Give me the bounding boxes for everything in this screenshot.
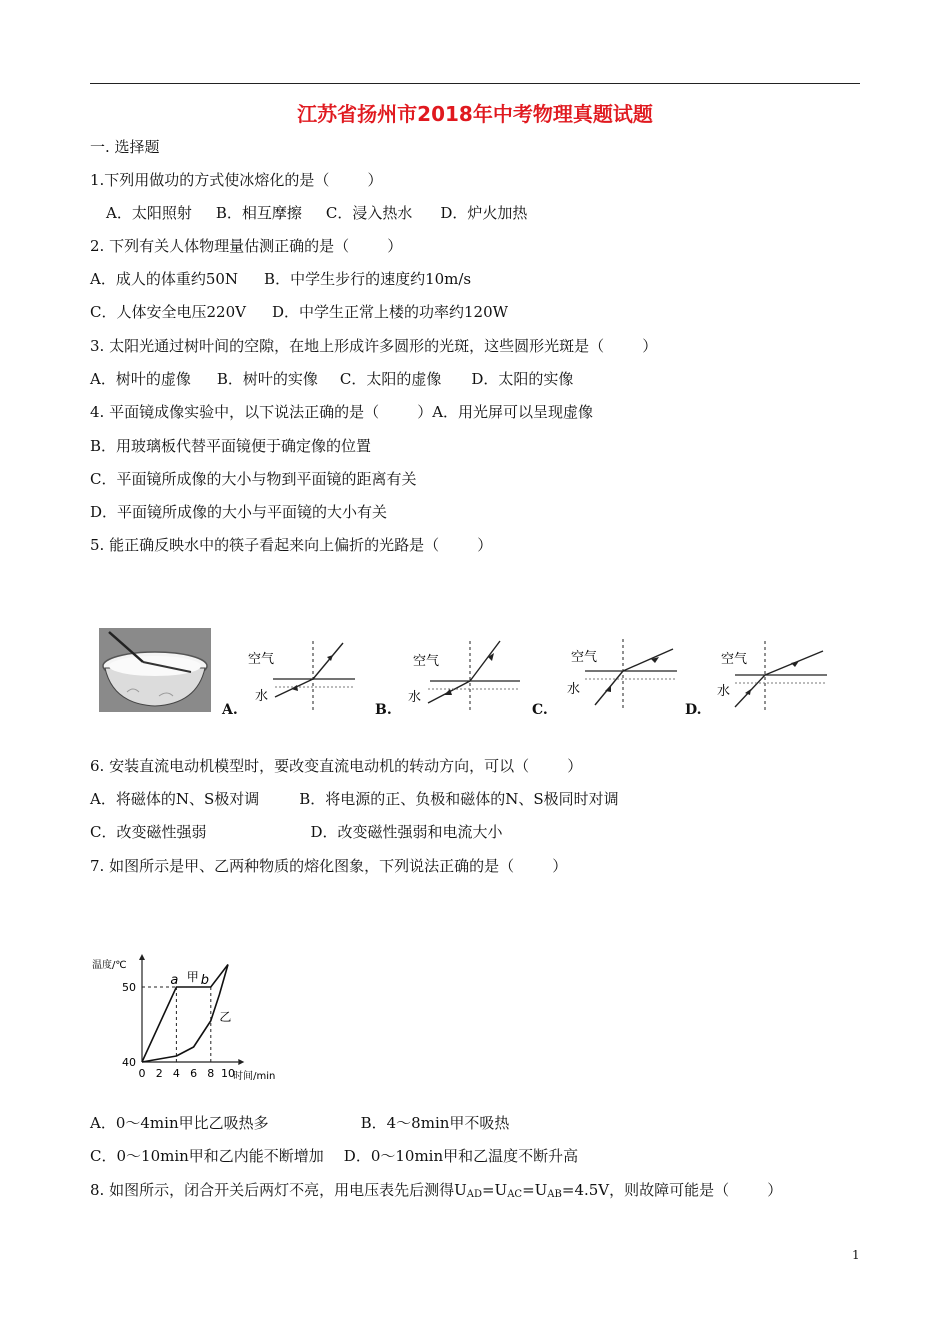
q8-subscript-ac: AC	[507, 1189, 523, 1200]
q2-options-ab	[90, 269, 471, 289]
water-label: 水	[255, 689, 269, 704]
q1-stem: 1.下列用做功的方式使冰熔化的是（ ）	[90, 171, 383, 189]
q3-option-a: A．树叶的虚像	[90, 370, 191, 388]
refraction-diagram-a	[245, 635, 360, 715]
q1-option-b: B．相互摩擦	[215, 204, 302, 222]
x-axis-label: 时间/min	[233, 1071, 276, 1082]
point-a-label: a	[170, 973, 179, 988]
q6-option-c: C．改变磁性强弱	[90, 823, 207, 841]
q8-stem	[90, 1180, 782, 1205]
x-tick-label: 0	[138, 1067, 146, 1080]
q6-stem: 6. 安装直流电动机模型时，要改变直流电动机的转动方向，可以（ ）	[90, 757, 583, 775]
water-label: 水	[717, 684, 731, 699]
q7-option-a: A．0～4min甲比乙吸热多	[90, 1114, 269, 1132]
q7-stem: 7. 如图所示是甲、乙两种物质的熔化图象，下列说法正确的是（ ）	[90, 857, 568, 875]
x-axis-arrow	[238, 1059, 244, 1065]
q6-option-d: D．改变磁性强弱和电流大小	[310, 823, 503, 841]
q3-option-c: C．太阳的虚像	[339, 370, 442, 388]
q8-stem-end: =4.5V，则故障可能是（ ）	[561, 1181, 783, 1199]
q7-options-ab	[90, 1113, 509, 1133]
q6-options-cd	[90, 822, 503, 842]
water-label: 水	[567, 682, 581, 697]
series-jia-line	[142, 965, 228, 1063]
q4-option-d: D．平面镜所成像的大小与平面镜的大小有关	[90, 503, 388, 521]
y-axis-label: 温度/℃	[92, 960, 127, 971]
q8-stem-text: 8. 如图所示，闭合开关后两灯不亮，用电压表先后测得U	[90, 1181, 467, 1199]
air-label: 空气	[571, 650, 598, 665]
q6-option-b: B．将电源的正、负极和磁体的N、S极同时对调	[299, 790, 619, 808]
x-tick-label: 6	[190, 1067, 198, 1080]
q7-option-d: D．0～10min甲和乙温度不断升高	[343, 1147, 579, 1165]
q2-options-cd	[90, 302, 508, 322]
q8-eq2: =U	[522, 1181, 548, 1199]
melting-graph	[92, 950, 302, 1088]
q4-option-b: B．用玻璃板代替平面镜便于确定像的位置	[90, 437, 372, 455]
q2-option-d: D．中学生正常上楼的功率约120W	[271, 303, 509, 321]
q4-stem: 4. 平面镜成像实验中，以下说法正确的是（ ）A．用光屏可以呈现虚像	[90, 403, 594, 421]
q5-label-d: D.	[685, 702, 702, 718]
air-label: 空气	[413, 654, 440, 669]
q3-stem: 3. 太阳光通过树叶间的空隙，在地上形成许多圆形的光斑，这些圆形光斑是（ ）	[90, 337, 658, 355]
air-label: 空气	[721, 652, 748, 667]
q1-option-c: C．浸入热水	[325, 204, 413, 222]
air-label: 空气	[248, 652, 275, 667]
refraction-diagram-b	[408, 635, 523, 715]
refraction-diagram-c	[565, 635, 680, 715]
q3-option-b: B．树叶的实像	[216, 370, 318, 388]
x-tick-label: 10	[221, 1067, 235, 1080]
q6-options-ab	[90, 789, 619, 809]
q1-option-a: A．太阳照射	[106, 204, 192, 222]
q3-option-d: D．太阳的实像	[471, 370, 574, 388]
q8-eq1: =U	[481, 1181, 508, 1199]
q3-options	[90, 369, 573, 389]
melting-chart	[92, 954, 275, 1082]
series-yi-line	[142, 965, 228, 1063]
chopsticks-bowl-photo	[99, 628, 211, 712]
series-jia-label: 甲	[186, 970, 199, 984]
x-tick-label: 2	[155, 1067, 163, 1080]
page-number: 1	[852, 1248, 860, 1262]
series-yi-label: 乙	[219, 1009, 232, 1024]
q5-label-c: C.	[532, 702, 548, 718]
y-axis-arrow	[139, 954, 145, 960]
y-tick-label: 50	[122, 981, 136, 994]
x-tick-label: 8	[207, 1067, 215, 1080]
point-b-label: b	[200, 973, 210, 988]
q2-option-a: A．成人的体重约50N	[90, 270, 239, 288]
q5-label-b: B.	[375, 702, 392, 718]
q4-option-c: C．平面镜所成像的大小与物到平面镜的距离有关	[90, 470, 417, 488]
q7-option-b: B．4～8min甲不吸热	[360, 1114, 510, 1132]
y-tick-label: 40	[122, 1056, 136, 1069]
q2-option-b: B．中学生步行的速度约10m/s	[264, 270, 472, 288]
q1-options	[106, 203, 527, 223]
q1-option-d: D．炉火加热	[440, 204, 528, 222]
header-rule	[90, 83, 860, 84]
q5-stem: 5. 能正确反映水中的筷子看起来向上偏折的光路是（ ）	[90, 536, 493, 554]
q8-subscript-ad: AD	[466, 1189, 482, 1200]
x-tick-label: 4	[172, 1067, 180, 1080]
refraction-diagram-d	[715, 635, 830, 715]
section-heading: 一. 选择题	[90, 138, 160, 156]
q2-option-c: C．人体安全电压220V	[90, 303, 246, 321]
q2-stem: 2. 下列有关人体物理量估测正确的是（ ）	[90, 237, 403, 255]
q7-option-c: C．0～10min甲和乙内能不断增加	[90, 1147, 324, 1165]
q7-options-cd	[90, 1146, 578, 1166]
q8-subscript-ab: AB	[547, 1189, 562, 1200]
q5-label-a: A.	[222, 702, 238, 718]
q6-option-a: A．将磁体的N、S极对调	[90, 790, 260, 808]
document-title: 江苏省扬州市2018年中考物理真题试题	[297, 102, 653, 126]
water-label: 水	[408, 690, 422, 705]
